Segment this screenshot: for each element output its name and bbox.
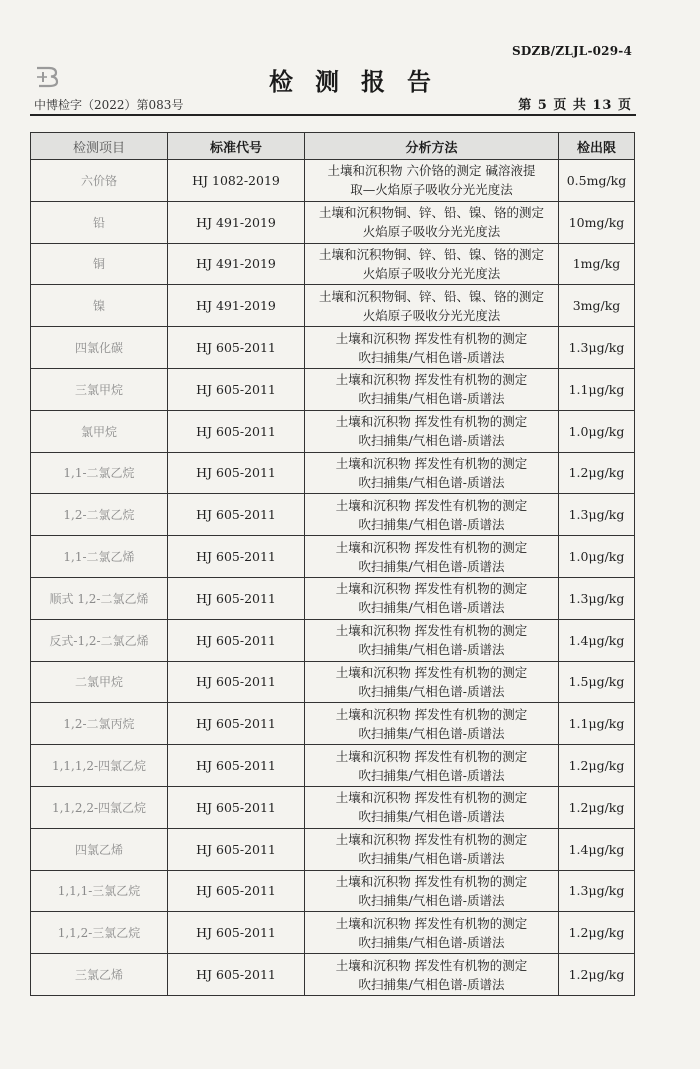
method-line-1: 土壤和沉积物 挥发性有机物的测定 [335, 664, 528, 680]
cell-standard: HJ 605-2011 [168, 870, 305, 912]
cell-method [305, 243, 559, 285]
table-row [31, 368, 635, 410]
method-line-1: 土壤和沉积物 挥发性有机物的测定 [335, 330, 528, 346]
table-row [31, 661, 635, 703]
cell-item: 1,1-二氯乙烷 [31, 452, 168, 494]
cell-standard: HJ 605-2011 [168, 577, 305, 619]
cell-method [305, 368, 559, 410]
table-row [31, 536, 635, 578]
cell-standard: HJ 605-2011 [168, 703, 305, 745]
cell-limit: 1.2μg/kg [559, 954, 635, 996]
cell-method [305, 912, 559, 954]
cell-item: 1,1,2-三氯乙烷 [31, 912, 168, 954]
cell-item: 1,1,1,2-四氯乙烷 [31, 745, 168, 787]
cell-standard: HJ 605-2011 [168, 912, 305, 954]
method-line-2: 火焰原子吸收分光光度法 [362, 224, 501, 240]
cell-standard: HJ 605-2011 [168, 452, 305, 494]
table-row [31, 619, 635, 661]
cell-method [305, 577, 559, 619]
table-row [31, 243, 635, 285]
cell-method [305, 410, 559, 452]
table-row [31, 160, 635, 202]
cell-method [305, 661, 559, 703]
cell-limit: 1mg/kg [559, 243, 635, 285]
header-method: 分析方法 [305, 133, 559, 160]
report-number: 中博检字（2022）第083号 [34, 98, 184, 112]
cell-limit: 1.2μg/kg [559, 786, 635, 828]
page-title: 检测报告 [269, 67, 453, 96]
cell-standard: HJ 605-2011 [168, 661, 305, 703]
cell-limit: 1.2μg/kg [559, 745, 635, 787]
method-line-2: 吹扫捕集/气相色谱-质谱法 [358, 474, 505, 490]
method-line-1: 土壤和沉积物 挥发性有机物的测定 [335, 748, 528, 764]
cell-limit: 1.1μg/kg [559, 368, 635, 410]
cell-item: 顺式 1,2-二氯乙烯 [31, 577, 168, 619]
method-line-2: 吹扫捕集/气相色谱-质谱法 [358, 349, 505, 365]
cell-standard: HJ 605-2011 [168, 828, 305, 870]
cell-item: 镍 [31, 285, 168, 327]
table-row [31, 786, 635, 828]
method-line-2: 火焰原子吸收分光光度法 [362, 307, 501, 323]
cell-method [305, 828, 559, 870]
cell-item: 四氯化碳 [31, 327, 168, 369]
table-row [31, 577, 635, 619]
results-table [30, 132, 635, 996]
method-line-2: 吹扫捕集/气相色谱-质谱法 [358, 725, 505, 741]
cell-standard: HJ 605-2011 [168, 368, 305, 410]
cell-method [305, 536, 559, 578]
cell-limit: 1.0μg/kg [559, 410, 635, 452]
cell-item: 1,1-二氯乙烯 [31, 536, 168, 578]
method-line-2: 吹扫捕集/气相色谱-质谱法 [358, 892, 505, 908]
cell-limit: 1.1μg/kg [559, 703, 635, 745]
table-row [31, 870, 635, 912]
cell-item: 二氯甲烷 [31, 661, 168, 703]
method-line-1: 土壤和沉积物 挥发性有机物的测定 [335, 957, 528, 973]
cell-method [305, 201, 559, 243]
header-rule [30, 114, 636, 116]
method-line-2: 吹扫捕集/气相色谱-质谱法 [358, 600, 505, 616]
cell-standard: HJ 491-2019 [168, 243, 305, 285]
method-line-2: 吹扫捕集/气相色谱-质谱法 [358, 683, 505, 699]
method-line-1: 土壤和沉积物 挥发性有机物的测定 [335, 497, 528, 513]
cell-standard: HJ 1082-2019 [168, 160, 305, 202]
method-line-2: 吹扫捕集/气相色谱-质谱法 [358, 809, 505, 825]
method-line-1: 土壤和沉积物铜、锌、铅、镍、铬的测定 [318, 246, 544, 262]
method-line-2: 吹扫捕集/气相色谱-质谱法 [358, 516, 505, 532]
cell-item: 六价铬 [31, 160, 168, 202]
method-line-1: 土壤和沉积物铜、锌、铅、镍、铬的测定 [318, 288, 544, 304]
cell-limit: 10mg/kg [559, 201, 635, 243]
cell-method [305, 870, 559, 912]
cell-item: 1,2-二氯乙烷 [31, 494, 168, 536]
cell-method [305, 160, 559, 202]
cell-limit: 1.4μg/kg [559, 619, 635, 661]
cell-method [305, 452, 559, 494]
cell-item: 1,1,2,2-四氯乙烷 [31, 786, 168, 828]
method-line-2: 吹扫捕集/气相色谱-质谱法 [358, 391, 505, 407]
method-line-2: 吹扫捕集/气相色谱-质谱法 [358, 934, 505, 950]
method-line-2: 吹扫捕集/气相色谱-质谱法 [358, 558, 505, 574]
cell-limit: 1.5μg/kg [559, 661, 635, 703]
table-row [31, 494, 635, 536]
cell-standard: HJ 605-2011 [168, 327, 305, 369]
cell-method [305, 703, 559, 745]
cell-limit: 1.3μg/kg [559, 577, 635, 619]
cell-standard: HJ 605-2011 [168, 494, 305, 536]
table-row [31, 410, 635, 452]
cell-method [305, 327, 559, 369]
method-line-2: 吹扫捕集/气相色谱-质谱法 [358, 642, 505, 658]
table-row [31, 285, 635, 327]
method-line-1: 土壤和沉积物 挥发性有机物的测定 [335, 873, 528, 889]
cell-item: 四氯乙烯 [31, 828, 168, 870]
cell-method [305, 285, 559, 327]
method-line-1: 土壤和沉积物 挥发性有机物的测定 [335, 623, 528, 639]
table-row [31, 912, 635, 954]
cell-item: 铅 [31, 201, 168, 243]
cell-limit: 1.3μg/kg [559, 327, 635, 369]
method-line-2: 吹扫捕集/气相色谱-质谱法 [358, 851, 505, 867]
method-line-1: 土壤和沉积物 挥发性有机物的测定 [335, 832, 528, 848]
table-row [31, 745, 635, 787]
method-line-1: 土壤和沉积物 挥发性有机物的测定 [335, 790, 528, 806]
cell-standard: HJ 491-2019 [168, 201, 305, 243]
cell-standard: HJ 491-2019 [168, 285, 305, 327]
cell-method [305, 745, 559, 787]
cell-method [305, 786, 559, 828]
cell-method [305, 619, 559, 661]
cell-item: 1,1,1-三氯乙烷 [31, 870, 168, 912]
cell-standard: HJ 605-2011 [168, 536, 305, 578]
method-line-2: 吹扫捕集/气相色谱-质谱法 [358, 976, 505, 992]
cell-standard: HJ 605-2011 [168, 745, 305, 787]
header-limit: 检出限 [559, 133, 635, 160]
method-line-2: 吹扫捕集/气相色谱-质谱法 [358, 433, 505, 449]
table-header-row [31, 133, 635, 160]
cell-method [305, 954, 559, 996]
method-line-2: 火焰原子吸收分光光度法 [362, 265, 501, 281]
cell-limit: 1.2μg/kg [559, 452, 635, 494]
cell-limit: 1.0μg/kg [559, 536, 635, 578]
cell-item: 反式-1,2-二氯乙烯 [31, 619, 168, 661]
method-line-2: 取—火焰原子吸收分光光度法 [350, 182, 513, 198]
cell-method [305, 494, 559, 536]
cell-standard: HJ 605-2011 [168, 410, 305, 452]
table-row [31, 703, 635, 745]
cell-limit: 3mg/kg [559, 285, 635, 327]
cell-item: 1,2-二氯丙烷 [31, 703, 168, 745]
method-line-1: 土壤和沉积物 挥发性有机物的测定 [335, 581, 528, 597]
method-line-1: 土壤和沉积物 六价铬的测定 碱溶液提 [327, 163, 536, 179]
method-line-1: 土壤和沉积物 挥发性有机物的测定 [335, 455, 528, 471]
cell-standard: HJ 605-2011 [168, 619, 305, 661]
method-line-1: 土壤和沉积物 挥发性有机物的测定 [335, 706, 528, 722]
cell-item: 三氯甲烷 [31, 368, 168, 410]
cell-limit: 1.3μg/kg [559, 870, 635, 912]
cell-item: 铜 [31, 243, 168, 285]
cell-item: 三氯乙烯 [31, 954, 168, 996]
method-line-1: 土壤和沉积物 挥发性有机物的测定 [335, 915, 528, 931]
page-number: 第 5 页 共 13 页 [518, 98, 632, 113]
cell-limit: 1.2μg/kg [559, 912, 635, 954]
cell-standard: HJ 605-2011 [168, 786, 305, 828]
method-line-1: 土壤和沉积物 挥发性有机物的测定 [335, 539, 528, 555]
table-row [31, 954, 635, 996]
cell-limit: 0.5mg/kg [559, 160, 635, 202]
method-line-1: 土壤和沉积物铜、锌、铅、镍、铬的测定 [318, 205, 544, 221]
method-line-1: 土壤和沉积物 挥发性有机物的测定 [335, 372, 528, 388]
doc-code: SDZB/ZLJL-029-4 [511, 44, 632, 58]
method-line-1: 土壤和沉积物 挥发性有机物的测定 [335, 414, 528, 430]
cell-standard: HJ 605-2011 [168, 954, 305, 996]
table-row [31, 201, 635, 243]
table-row [31, 452, 635, 494]
header-standard: 标准代号 [168, 133, 305, 160]
table-row [31, 327, 635, 369]
header-item: 检测项目 [31, 133, 168, 160]
cell-limit: 1.3μg/kg [559, 494, 635, 536]
cell-limit: 1.4μg/kg [559, 828, 635, 870]
cell-item: 氯甲烷 [31, 410, 168, 452]
table-row [31, 828, 635, 870]
method-line-2: 吹扫捕集/气相色谱-质谱法 [358, 767, 505, 783]
